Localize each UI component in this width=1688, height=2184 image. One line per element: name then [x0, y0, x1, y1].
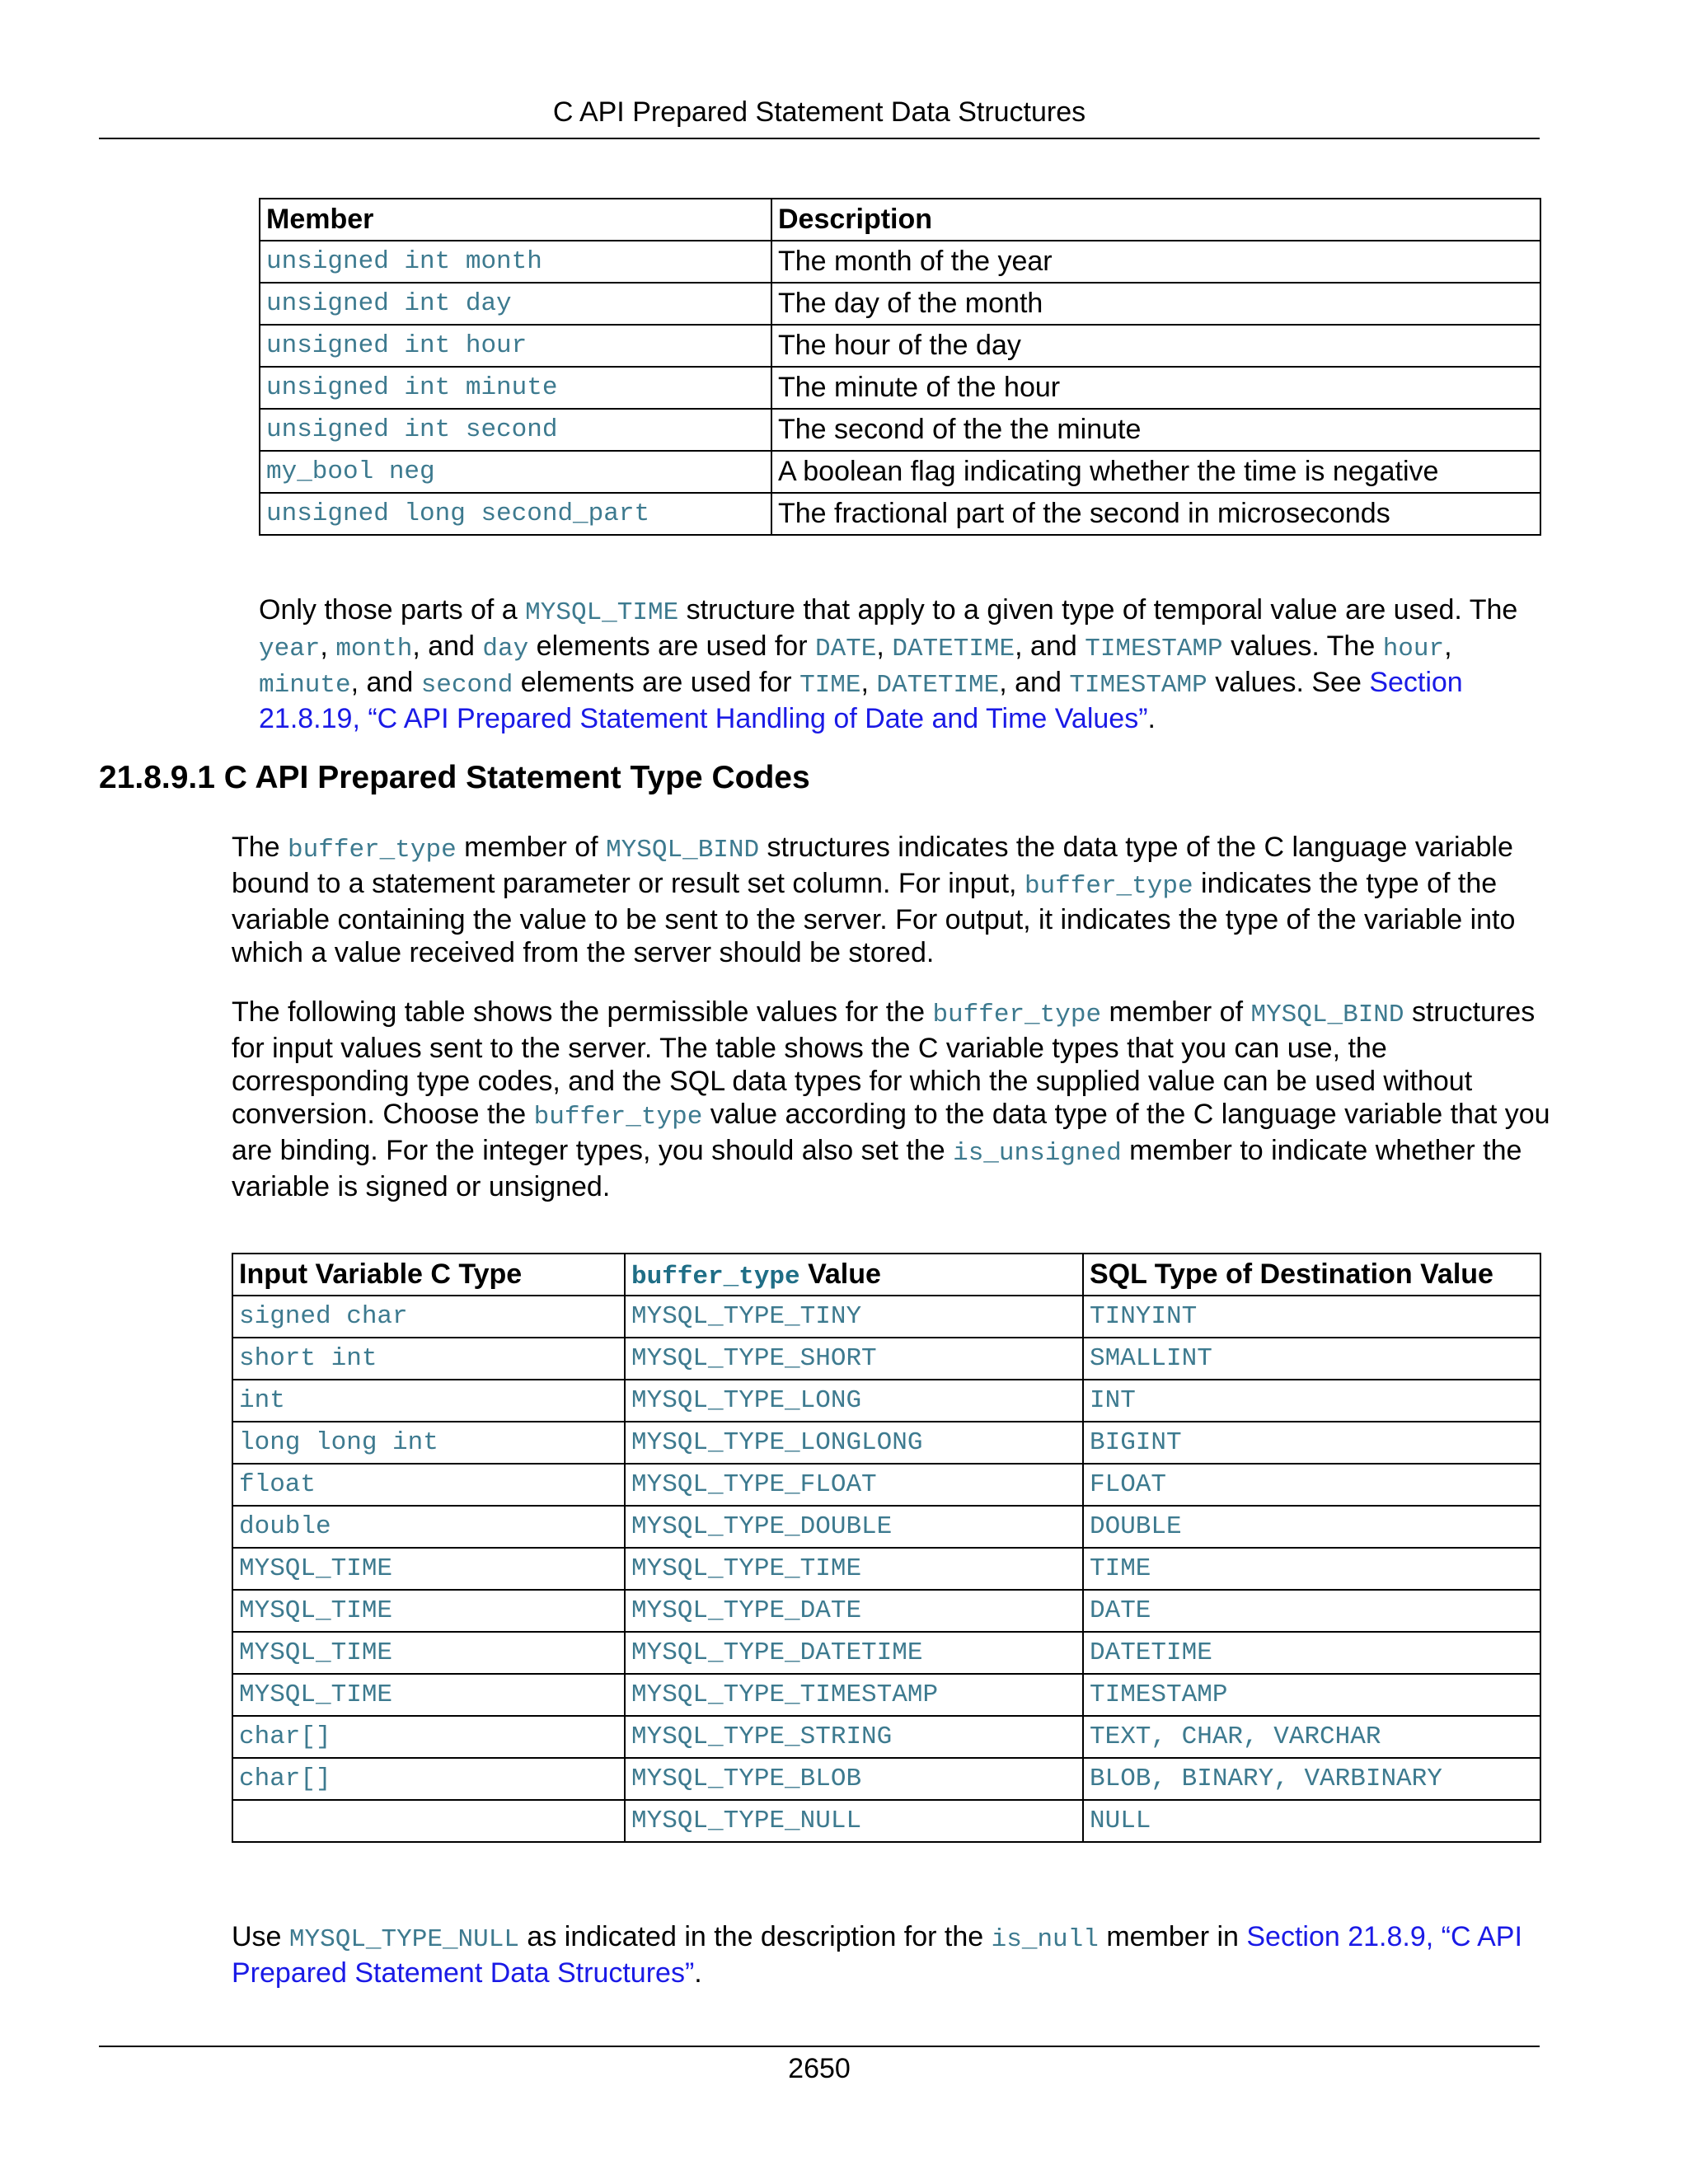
- table-row: [260, 367, 1540, 409]
- text-span: indicates the type of the variable containing the value to be sent to the server. For output, it indicates the type of the variable into which a value received from the server should be stored.: [232, 868, 1516, 968]
- text-span: elements are used for: [513, 667, 800, 698]
- sql-type-cell: DATETIME: [1083, 1632, 1540, 1674]
- buffer-type-cell: MYSQL_TYPE_NULL: [625, 1800, 1083, 1842]
- sql-type-cell: TIMESTAMP: [1083, 1674, 1540, 1716]
- sql-type-cell: TEXT, CHAR, VARCHAR: [1083, 1716, 1540, 1758]
- buffer-type-cell: MYSQL_TYPE_SHORT: [625, 1338, 1083, 1380]
- text-span: member in: [1098, 1921, 1247, 1952]
- header-value-text: Value: [799, 1258, 881, 1290]
- table-row: [232, 1632, 1540, 1674]
- code-date: DATE: [814, 635, 877, 663]
- code-second: second: [420, 671, 513, 700]
- text-span: .: [1147, 703, 1156, 734]
- sql-type-cell: DOUBLE: [1083, 1506, 1540, 1548]
- code-month: month: [335, 635, 413, 663]
- text-span: ,: [1444, 630, 1452, 662]
- c-type-cell: MYSQL_TIME: [232, 1632, 625, 1674]
- sql-type-cell: BLOB, BINARY, VARBINARY: [1083, 1758, 1540, 1800]
- text-span: , and: [999, 667, 1070, 698]
- temporal-parts-paragraph: [259, 593, 1553, 735]
- table-row: [260, 409, 1540, 451]
- text-span: elements are used for: [528, 630, 815, 662]
- text-span: , and: [350, 667, 421, 698]
- member-name: unsigned int month: [260, 241, 771, 283]
- c-type-cell: char[]: [232, 1716, 625, 1758]
- table-row: [232, 1590, 1540, 1632]
- c-type-cell: short int: [232, 1338, 625, 1380]
- sql-type-cell: DATE: [1083, 1590, 1540, 1632]
- column-header-description: Description: [771, 199, 1540, 241]
- code-buffer-type: buffer_type: [288, 836, 457, 865]
- member-name: unsigned int hour: [260, 325, 771, 367]
- text-span: ,: [876, 630, 893, 662]
- member-name: my_bool neg: [260, 451, 771, 493]
- member-description: The minute of the hour: [771, 367, 1540, 409]
- buffer-type-cell: MYSQL_TYPE_FLOAT: [625, 1464, 1083, 1506]
- member-name: unsigned int day: [260, 283, 771, 325]
- type-null-paragraph: [232, 1920, 1550, 1990]
- text-span: The following table shows the permissible values for the: [232, 996, 933, 1028]
- member-name: unsigned long second_part: [260, 493, 771, 535]
- code-year: year: [259, 635, 321, 663]
- text-span: , and: [1015, 630, 1085, 662]
- text-span: structures for input values sent to the server. The table shows the C variable types that you can use, the corresponding type codes, and the SQL data types for which the supplied value can be used without conversion. Choose the: [232, 996, 1536, 1130]
- code-mysql-bind: MYSQL_BIND: [606, 836, 760, 865]
- code-datetime: DATETIME: [892, 635, 1015, 663]
- buffer-type-cell: MYSQL_TYPE_LONGLONG: [625, 1422, 1083, 1464]
- text-span: member of: [1101, 996, 1251, 1028]
- table-row: [232, 1674, 1540, 1716]
- code-is-null: is_null: [991, 1925, 1099, 1954]
- text-span: structure that apply to a given type of temporal value are used. The: [678, 594, 1518, 626]
- member-description: The month of the year: [771, 241, 1540, 283]
- code-mysql-bind: MYSQL_BIND: [1250, 1001, 1404, 1029]
- header-rule: [99, 138, 1540, 139]
- table-row: [232, 1800, 1540, 1842]
- c-type-cell: signed char: [232, 1296, 625, 1338]
- column-header-member: Member: [260, 199, 771, 241]
- column-header-buffer-type-value: [625, 1254, 1083, 1296]
- text-span: Use: [232, 1921, 289, 1952]
- footer-rule: [99, 2046, 1540, 2047]
- sql-type-cell: BIGINT: [1083, 1422, 1540, 1464]
- text-span: values. The: [1222, 630, 1383, 662]
- sql-type-cell: TINYINT: [1083, 1296, 1540, 1338]
- c-type-cell: MYSQL_TIME: [232, 1590, 625, 1632]
- text-span: The: [232, 832, 288, 863]
- table-row: [232, 1422, 1540, 1464]
- table-row: [232, 1296, 1540, 1338]
- code-buffer-type: buffer_type: [533, 1103, 703, 1132]
- code-buffer-type: buffer_type: [631, 1262, 800, 1291]
- code-timestamp: TIMESTAMP: [1085, 635, 1223, 663]
- column-header-sql-type: SQL Type of Destination Value: [1083, 1254, 1540, 1296]
- table-row: [232, 1506, 1540, 1548]
- text-span: value according to the data type of the C language variable that you are binding. For the integer types, you should also set the: [232, 1099, 1550, 1166]
- text-span: ,: [320, 630, 336, 662]
- table-row: [260, 493, 1540, 535]
- table-intro-paragraph: [232, 996, 1550, 1203]
- buffer-type-cell: MYSQL_TYPE_BLOB: [625, 1758, 1083, 1800]
- code-hour: hour: [1382, 635, 1445, 663]
- column-header-input-variable: Input Variable C Type: [232, 1254, 625, 1296]
- section-link-data-structures[interactable]: Section 21.8.9, “C API Prepared Statement Data Structures”: [232, 1921, 1522, 1989]
- table-row: [260, 241, 1540, 283]
- code-is-unsigned: is_unsigned: [953, 1139, 1122, 1168]
- sql-type-cell: TIME: [1083, 1548, 1540, 1590]
- code-time: TIME: [799, 671, 861, 700]
- text-span: as indicated in the description for the: [518, 1921, 992, 1952]
- table-row: [260, 283, 1540, 325]
- member-description: A boolean flag indicating whether the time is negative: [771, 451, 1540, 493]
- code-minute: minute: [259, 671, 351, 700]
- c-type-cell: int: [232, 1380, 625, 1422]
- table-row: [260, 451, 1540, 493]
- buffer-type-cell: MYSQL_TYPE_TINY: [625, 1296, 1083, 1338]
- section-heading: 21.8.9.1 C API Prepared Statement Type Codes: [99, 760, 810, 795]
- members-table-header-row: [260, 199, 1540, 241]
- text-span: , and: [412, 630, 483, 662]
- text-span: member of: [456, 832, 607, 863]
- code-buffer-type: buffer_type: [932, 1001, 1102, 1029]
- buffer-type-cell: MYSQL_TYPE_DATE: [625, 1590, 1083, 1632]
- code-day: day: [482, 635, 529, 663]
- buffer-type-cell: MYSQL_TYPE_LONG: [625, 1380, 1083, 1422]
- c-type-cell: float: [232, 1464, 625, 1506]
- member-description: The hour of the day: [771, 325, 1540, 367]
- member-name: unsigned int minute: [260, 367, 771, 409]
- buffer-type-paragraph: [232, 831, 1550, 969]
- table-row: [260, 325, 1540, 367]
- sql-type-cell: FLOAT: [1083, 1464, 1540, 1506]
- table-row: [232, 1548, 1540, 1590]
- c-type-cell: MYSQL_TIME: [232, 1674, 625, 1716]
- buffer-type-cell: MYSQL_TYPE_STRING: [625, 1716, 1083, 1758]
- member-description: The second of the the minute: [771, 409, 1540, 451]
- c-type-cell: long long int: [232, 1422, 625, 1464]
- buffer-type-cell: MYSQL_TYPE_DOUBLE: [625, 1506, 1083, 1548]
- table-row: [232, 1338, 1540, 1380]
- sql-type-cell: INT: [1083, 1380, 1540, 1422]
- c-type-cell: [232, 1800, 625, 1842]
- code-mysql-type-null: MYSQL_TYPE_NULL: [288, 1925, 519, 1954]
- sql-type-cell: SMALLINT: [1083, 1338, 1540, 1380]
- text-span: Only those parts of a: [259, 594, 526, 626]
- code-mysql-time: MYSQL_TIME: [525, 598, 679, 627]
- code-datetime: DATETIME: [876, 671, 1000, 700]
- c-type-cell: MYSQL_TIME: [232, 1548, 625, 1590]
- text-span: values. See: [1207, 667, 1370, 698]
- text-span: structures indicates the data type of the C language variable bound to a statement parameter or result set column. For input,: [232, 832, 1513, 899]
- buffer-type-cell: MYSQL_TYPE_TIMESTAMP: [625, 1674, 1083, 1716]
- code-timestamp: TIMESTAMP: [1069, 671, 1207, 700]
- running-header: C API Prepared Statement Data Structures: [552, 96, 1086, 128]
- type-codes-table: [232, 1253, 1541, 1843]
- table-row: [232, 1758, 1540, 1800]
- table-row: [232, 1716, 1540, 1758]
- table-row: [232, 1380, 1540, 1422]
- member-name: unsigned int second: [260, 409, 771, 451]
- page-number: 2650: [788, 2053, 851, 2084]
- sql-type-cell: NULL: [1083, 1800, 1540, 1842]
- member-description: The day of the month: [771, 283, 1540, 325]
- member-description: The fractional part of the second in microseconds: [771, 493, 1540, 535]
- text-span: member to indicate whether the variable is signed or unsigned.: [232, 1135, 1522, 1202]
- c-type-cell: double: [232, 1506, 625, 1548]
- text-span: .: [694, 1957, 702, 1989]
- buffer-type-cell: MYSQL_TYPE_TIME: [625, 1548, 1083, 1590]
- type-codes-header-row: [232, 1254, 1540, 1296]
- text-span: ,: [860, 667, 877, 698]
- buffer-type-cell: MYSQL_TYPE_DATETIME: [625, 1632, 1083, 1674]
- code-buffer-type: buffer_type: [1024, 872, 1193, 901]
- members-table: [259, 198, 1541, 536]
- table-row: [232, 1464, 1540, 1506]
- section-link-date-time-values[interactable]: Section 21.8.19, “C API Prepared Statement Handling of Date and Time Values”: [259, 667, 1463, 734]
- c-type-cell: char[]: [232, 1758, 625, 1800]
